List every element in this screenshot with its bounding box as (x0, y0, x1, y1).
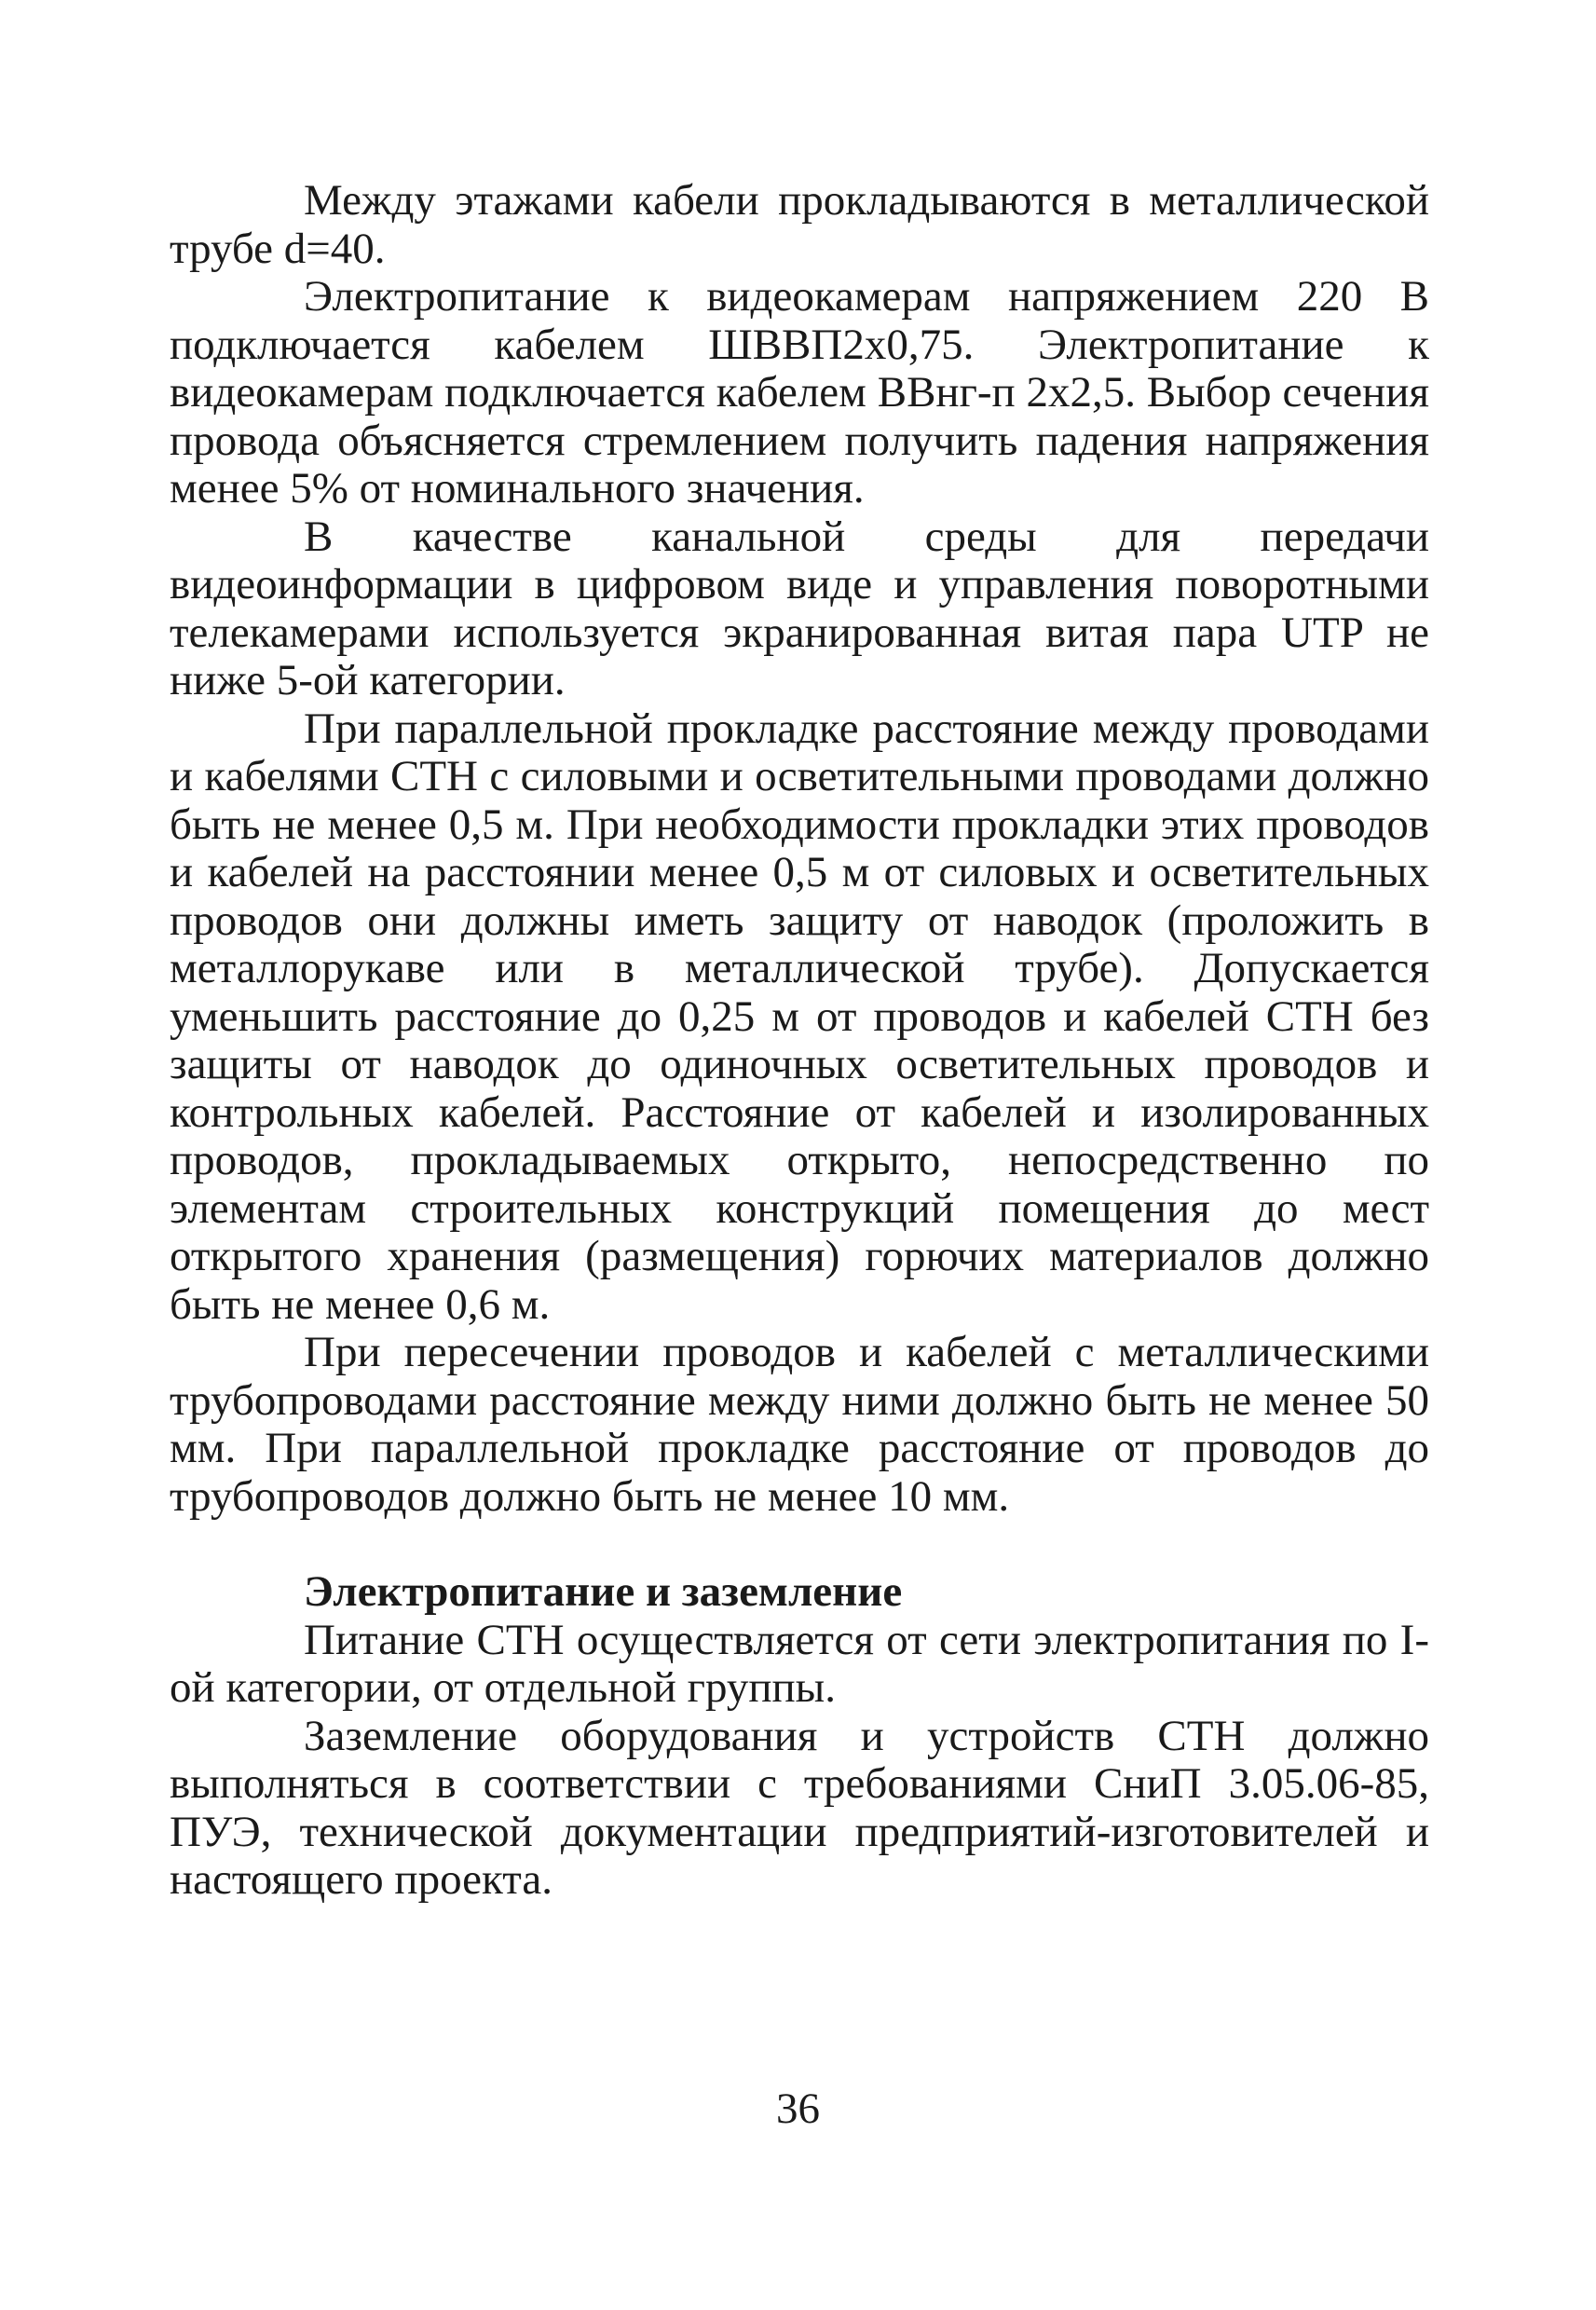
section-heading-power-grounding: Электропитание и заземление (304, 1567, 903, 1616)
paragraph-pipeline-crossing: При пересечении проводов и кабелей с металлическими трубопроводами расстояние между ними должно быть не менее 50 мм. При параллельной прокладке расстояние от проводов до трубопроводов должно быть не менее 10 мм. (170, 1328, 1429, 1521)
page-number: 36 (776, 2084, 820, 2133)
paragraph-parallel-laying: При параллельной прокладке расстояние между проводами и кабелями СТН с силовыми и осветительными проводами должно быть не менее 0,5 м. При необходимости прокладки этих проводов и кабелей на расстоянии менее 0,5 м от силовых и осветительных проводов они должны иметь защиту от наводок (проложить в металлорукаве или в металлической трубе). Допускается уменьшить расстояние до 0,25 м от проводов и кабелей СТН без защиты от наводок до одиночных осветительных проводов и контрольных кабелей. Расстояние от кабелей и изолированных проводов, прокладываемых открыто, непосредственно по элементам строительных конструкций помещения до мест открытого хранения (размещения) горючих материалов должно быть не менее 0,6 м. (170, 704, 1429, 1329)
body-text (170, 177, 1429, 1905)
paragraph-camera-power: Электропитание к видеокамерам напряжением 220 В подключается кабелем ШВВП2х0,75. Электропитание к видеокамерам подключается кабелем ВВнг-п 2х2,5. Выбор сечения провода объясняется стремлением получить падения напряжения менее 5% от номинального значения. (170, 272, 1429, 513)
paragraph-cable-floors: Между этажами кабели прокладываются в металлической трубе d=40. (170, 176, 1429, 273)
paragraph-power-supply: Питание СТН осуществляется от сети электропитания по I-ой категории, от отдельной группы. (170, 1615, 1429, 1712)
paragraph-channel-medium: В качестве канальной среды для передачи видеоинформации в цифровом виде и управления поворотными телекамерами используется экранированная витая пара UTP не ниже 5-ой категории. (170, 512, 1429, 704)
paragraph-grounding: Заземление оборудования и устройств СТН должно выполняться в соответствии с требованиями СниП 3.05.06-85, ПУЭ, технической документации предприятий-изготовителей и настоящего проекта. (170, 1711, 1429, 1904)
